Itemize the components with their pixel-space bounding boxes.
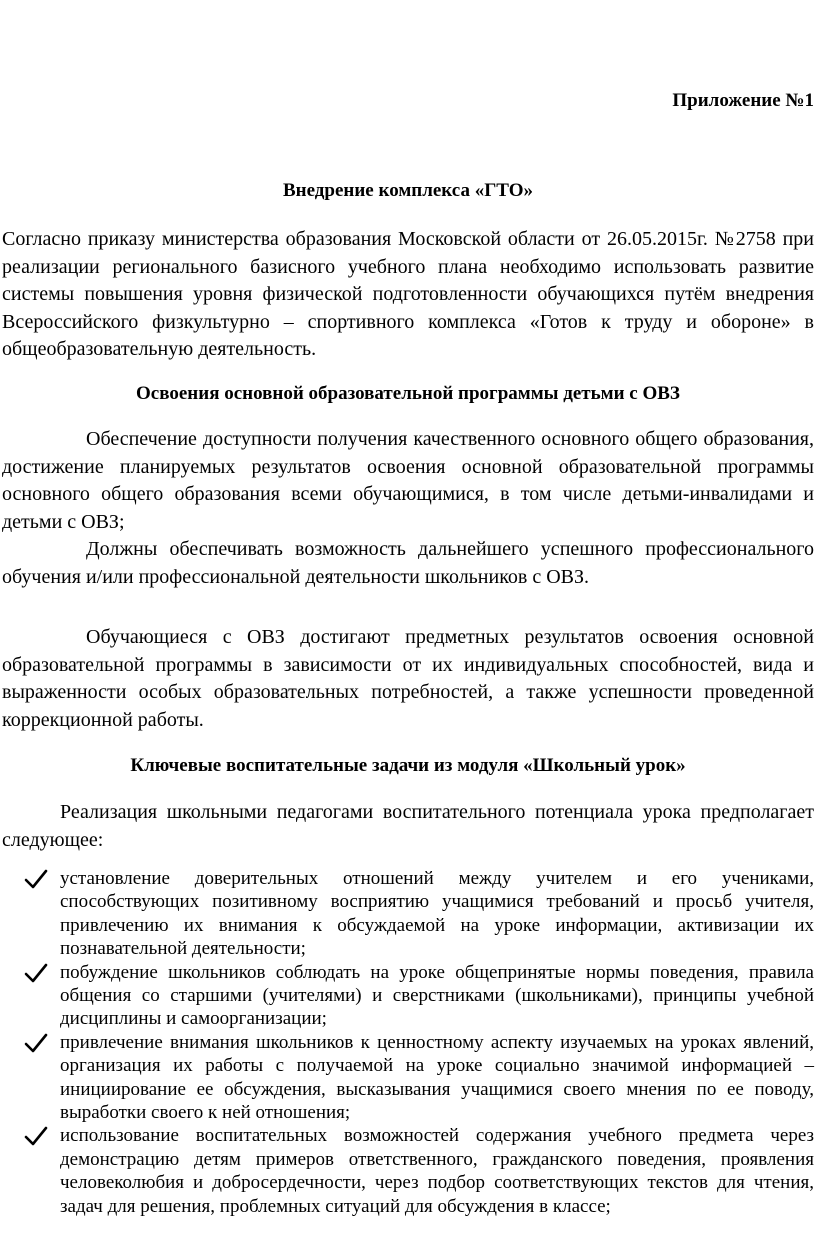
list-item xyxy=(20,1124,814,1218)
paragraph-ovz-1: Обеспечение доступности получения качественного основного общего образования, достижение планируемых результатов освоения основной образовательной программы основного общего образования всеми обучающимися, в том числе детьми-инвалидами и детьми с ОВЗ; xyxy=(2,428,814,533)
checkmark-icon xyxy=(24,1125,48,1147)
paragraph-ovz-2: Должны обеспечивать возможность дальнейшего успешного профессионального обучения и/или профессиональной деятельности школьников с ОВЗ. xyxy=(2,538,814,588)
checkmark-icon xyxy=(24,962,48,984)
list-item xyxy=(20,961,814,1031)
section-title-gto: Внедрение комплекса «ГТО» xyxy=(283,180,533,201)
list-item xyxy=(20,867,814,961)
task-checklist xyxy=(20,867,814,1218)
list-item xyxy=(20,1031,814,1125)
paragraph-ovz-3: Обучающиеся с ОВЗ достигают предметных результатов освоения основной образовательной программы в зависимости от их индивидуальных способностей, вида и выраженности особых образовательных потребностей, а также успешности проведенной коррекционной работы. xyxy=(2,626,814,731)
paragraph-lesson-intro: Реализация школьными педагогами воспитательного потенциала урока предполагает следующее: xyxy=(2,801,814,851)
list-item-text: установление доверительных отношений между учителем и его учениками, способствующих позитивному восприятию учащимися требований и просьб учителя, привлечению их внимания к обсуждаемой на уроке информации, активизации их познавательной деятельности; xyxy=(60,868,814,960)
section-title-ovz: Освоения основной образовательной программы детьми с ОВЗ xyxy=(136,383,680,404)
appendix-label: Приложение №1 xyxy=(672,90,814,111)
checkmark-icon xyxy=(24,868,48,890)
list-item-text: использование воспитательных возможностей содержания учебного предмета через демонстрацию детям примеров ответственного, гражданского поведения, проявления человеколюбия и добросердечности, через подбор соответствующих текстов для чтения, задач для решения, проблемных ситуаций для обсуждения в классе; xyxy=(60,1125,814,1217)
checkmark-icon xyxy=(24,1032,48,1054)
list-item-text: привлечение внимания школьников к ценностному аспекту изучаемых на уроках явлений, организация их работы с получаемой на уроке социально значимой информацией – инициирование ее обсуждения, высказывания учащимися своего мнения по ее поводу, выработки своего к ней отношения; xyxy=(60,1031,814,1124)
list-item-text: побуждение школьников соблюдать на уроке общепринятые нормы поведения, правила общения со старшими (учителями) и сверстниками (школьниками), принципы учебной дисциплины и самоорганизации; xyxy=(60,961,814,1030)
section-title-lesson: Ключевые воспитательные задачи из модуля «Школьный урок» xyxy=(130,755,686,776)
paragraph-gto: Согласно приказу министерства образования Московской области от 26.05.2015г. №2758 при реализации регионального базисного учебного плана необходимо использовать развитие системы повышения уровня физической подготовленности обучающихся путём внедрения Всероссийского физкультурно – спортивного комплекса «Готов к труду и обороне» в общеобразовательную деятельность. xyxy=(2,228,814,360)
